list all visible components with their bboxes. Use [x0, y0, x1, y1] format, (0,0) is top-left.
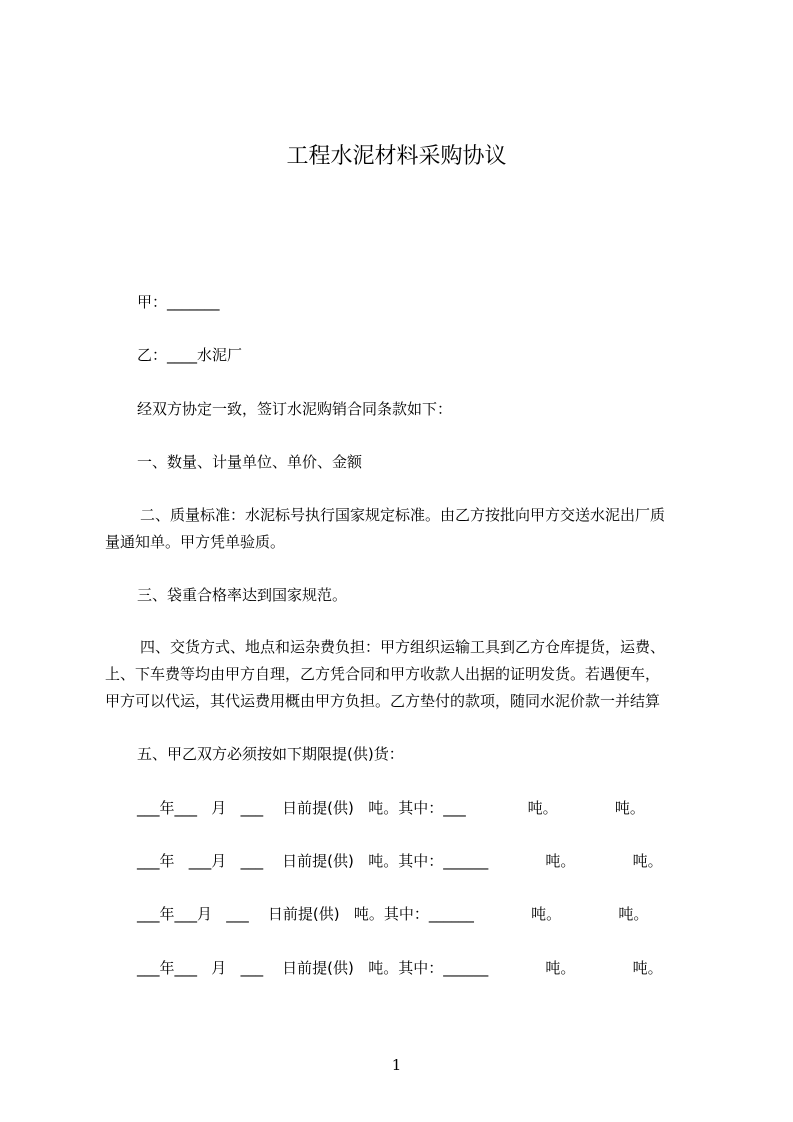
clause-4-line-2: 上、下车费等均由甲方自理，乙方凭合同和甲方收款人出据的证明发货。若遇便车，: [105, 665, 661, 683]
clause-5: 五、甲乙双方必须按如下期限提(供)货：: [137, 745, 404, 763]
schedule-row: ___年___ 月 ___ 日前提(供) 吨。其中：___ 吨。 吨。: [137, 799, 645, 817]
clause-2-line-1: 二、质量标准：水泥标号执行国家规定标准。由乙方按批向甲方交送水泥出厂质: [140, 506, 666, 524]
clause-4-line-3: 甲方可以代运，其代运费用概由甲方负担。乙方垫付的款项，随同水泥价款一并结算: [105, 692, 661, 710]
clause-4-line-1: 四、交货方式、地点和运杂费负担：甲方组织运输工具到乙方仓库提货，运费、: [140, 638, 666, 656]
clause-2-line-2: 量通知单。甲方凭单验质。: [105, 533, 286, 551]
schedule-row: ___年___月 ___ 日前提(供) 吨。其中：______ 吨。 吨。: [137, 905, 649, 923]
document-title: 工程水泥材料采购协议: [286, 144, 507, 169]
page-number: 1: [391, 1056, 402, 1074]
schedule-row: ___年___ 月 ___ 日前提(供) 吨。其中：______ 吨。 吨。: [137, 959, 663, 977]
clause-3: 三、袋重合格率达到国家规范。: [137, 586, 348, 604]
intro-paragraph: 经双方协定一致，签订水泥购销合同条款如下：: [137, 400, 453, 418]
party-b-line: 乙：____水泥厂: [137, 346, 243, 364]
party-a-line: 甲：_______: [137, 293, 220, 311]
clause-1: 一、数量、计量单位、单价、金额: [137, 453, 363, 471]
schedule-row: ___年 ___月 ___ 日前提(供) 吨。其中：______ 吨。 吨。: [137, 852, 663, 870]
